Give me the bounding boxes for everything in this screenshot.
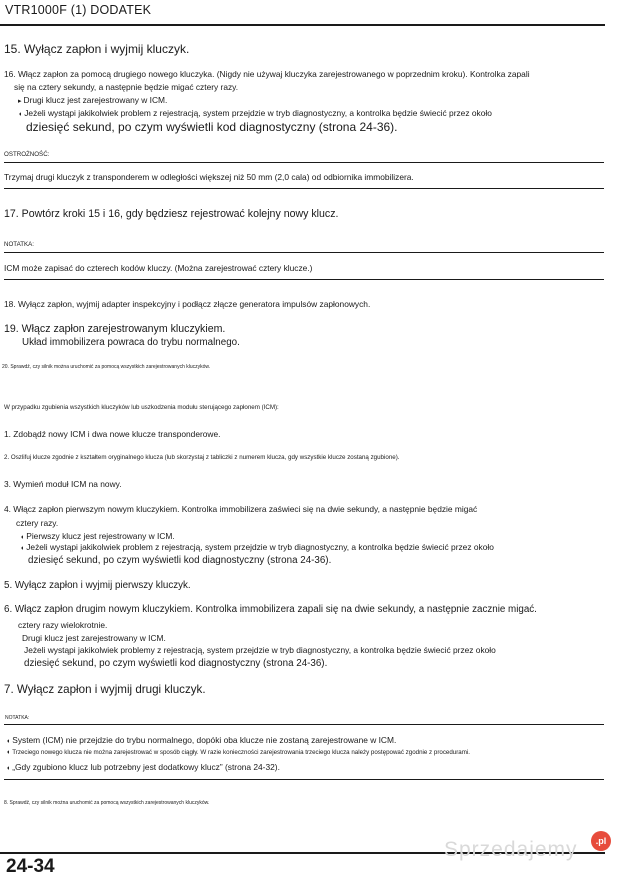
lost-step-5: 5. Wyłącz zapłon i wyjmij pierwszy kluczyk. — [4, 580, 191, 591]
caution-label: OSTROŻNOŚĆ: — [4, 151, 50, 158]
caution-text: Trzymaj drugi kluczyk z transponderem w odległości większej niż 50 mm (2,0 cala) od odbiornika immobilizera. — [4, 172, 414, 182]
page-title: VTR1000F (1) DODATEK — [5, 3, 152, 17]
watermark-logo-icon: .pl — [591, 831, 611, 851]
note2-label: NOTATKA: — [5, 715, 30, 721]
note1-rule-top — [4, 252, 604, 253]
final-step-8: 8. Sprawdź, czy silnik można uruchomić za pomocą wszystkich zarejestrowanych kluczyków. — [4, 800, 210, 806]
lost-step-1: 1. Zdobądź nowy ICM i dwa nowe klucze transponderowe. — [4, 429, 221, 439]
lost-step-6-line5: dziesięć sekund, po czym wyświetli kod diagnostyczny (strona 24-36). — [24, 658, 328, 669]
lost-step-6-line3: Drugi klucz jest zarejestrowany w ICM. — [22, 633, 166, 643]
note1-rule-bottom — [4, 279, 604, 280]
watermark: Sprzedajemy — [444, 838, 578, 861]
header-rule — [0, 24, 605, 26]
lost-step-6-line2: cztery razy wielokrotnie. — [18, 620, 108, 630]
lost-step-4-line1: 4. Włącz zapłon pierwszym nowym kluczykiem. Kontrolka immobilizera zaświeci się na dwie sekundy, a następnie będzie migać — [4, 504, 478, 514]
step-16-bullet2-cont: dziesięć sekund, po czym wyświetli kod diagnostyczny (strona 24-36). — [26, 120, 398, 134]
lost-step-4-bullet1-text: Pierwszy klucz jest rejestrowany w ICM. — [26, 531, 175, 541]
step-19-line1: 19. Włącz zapłon zarejestrowanym kluczykiem. — [4, 323, 226, 335]
lost-step-2: 2. Oszlifuj klucze zgodnie z kształtem oryginalnego klucza (lub skorzystaj z tabliczki z numerem klucza, gdy wszystkie klucze zostaną zgubione). — [4, 454, 400, 461]
note2-bullet3-text: „Gdy zgubiono klucz lub potrzebny jest dodatkowy klucz” (strona 24-32). — [12, 762, 280, 772]
step-19-line2: Układ immobilizera powraca do trybu normalnego. — [22, 337, 240, 348]
note2-bullet3 — [6, 762, 280, 772]
step-16-line1: 16. Włącz zapłon za pomocą drugiego nowego kluczyka. (Nigdy nie używaj kluczyka zarejestrowanego w poprzednim kroku). Kontrolka zapali — [4, 69, 530, 79]
lost-step-4-bullet2-cont: dziesięć sekund, po czym wyświetli kod diagnostyczny (strona 24-36). — [28, 555, 332, 566]
note1-text: ICM może zapisać do czterech kodów kluczy. (Można zarejestrować cztery klucze.) — [4, 263, 313, 273]
page-number: 24-34 — [6, 856, 55, 877]
lost-step-4-bullet1 — [20, 531, 175, 541]
note2-bullet1-text: System (ICM) nie przejdzie do trybu normalnego, dopóki oba klucze nie zostaną zarejestrowane w ICM. — [12, 735, 397, 745]
lost-step-3: 3. Wymień moduł ICM na nowy. — [4, 479, 122, 489]
step-18: 18. Wyłącz zapłon, wyjmij adapter inspekcyjny i podłącz złącze generatora impulsów zapłonowych. — [4, 299, 371, 309]
step-16-line2: się na cztery sekundy, a następnie będzie migać cztery razy. — [14, 82, 239, 92]
note2-bullet1 — [6, 735, 396, 745]
step-16-bullet1 — [18, 95, 167, 105]
note1-label: NOTATKA: — [4, 241, 35, 248]
lost-step-4-bullet2-text: Jeżeli wystąpi jakikolwiek problem z rejestracją, system przejdzie w tryb diagnostyczny, a kontrolka będzie świecić przez około — [26, 542, 494, 552]
caution-rule-bottom — [4, 188, 604, 189]
lost-step-4-line2: cztery razy. — [16, 518, 59, 528]
lost-step-4-bullet2 — [20, 542, 494, 552]
note2-bullet2-text: Trzeciego nowego klucza nie można zarejestrować w sposób ciągły. W razie konieczności zarejestrowania trzeciego klucza należy postępować zgodnie z procedurami. — [12, 749, 470, 756]
step-16-bullet2 — [18, 108, 492, 118]
lost-section-intro: W przypadku zgubienia wszystkich kluczyków lub uszkodzenia modułu sterującego zapłonem (ICM): — [4, 404, 279, 411]
step-15: 15. Wyłącz zapłon i wyjmij kluczyk. — [4, 42, 190, 56]
step-16-bullet2-text: Jeżeli wystąpi jakikolwiek problem z rejestracją, system przejdzie w tryb diagnostyczny, a kontrolka będzie świecić przez około — [24, 108, 492, 118]
note2-bullet2 — [6, 749, 470, 756]
note2-rule-top — [4, 724, 604, 725]
note2-rule-bottom — [4, 779, 604, 780]
step-17: 17. Powtórz kroki 15 i 16, gdy będziesz rejestrować kolejny nowy klucz. — [4, 208, 339, 220]
step-16-bullet1-text: Drugi klucz jest zarejestrowany w ICM. — [23, 95, 168, 105]
lost-step-6-line1: 6. Włącz zapłon drugim nowym kluczykiem. Kontrolka immobilizera zapali się na dwie sekundy, a następnie zacznie migać. — [4, 604, 537, 615]
lost-step-6-line4: Jeżeli wystąpi jakikolwiek problemy z rejestracją, system przejdzie w tryb diagnostyczny, a kontrolka będzie świecić przez około — [24, 645, 496, 655]
step-20: 20. Sprawdź, czy silnik można uruchomić za pomocą wszystkich zarejestrowanych kluczyków. — [2, 364, 211, 370]
caution-rule-top — [4, 162, 604, 163]
lost-step-7: 7. Wyłącz zapłon i wyjmij drugi kluczyk. — [4, 683, 206, 696]
